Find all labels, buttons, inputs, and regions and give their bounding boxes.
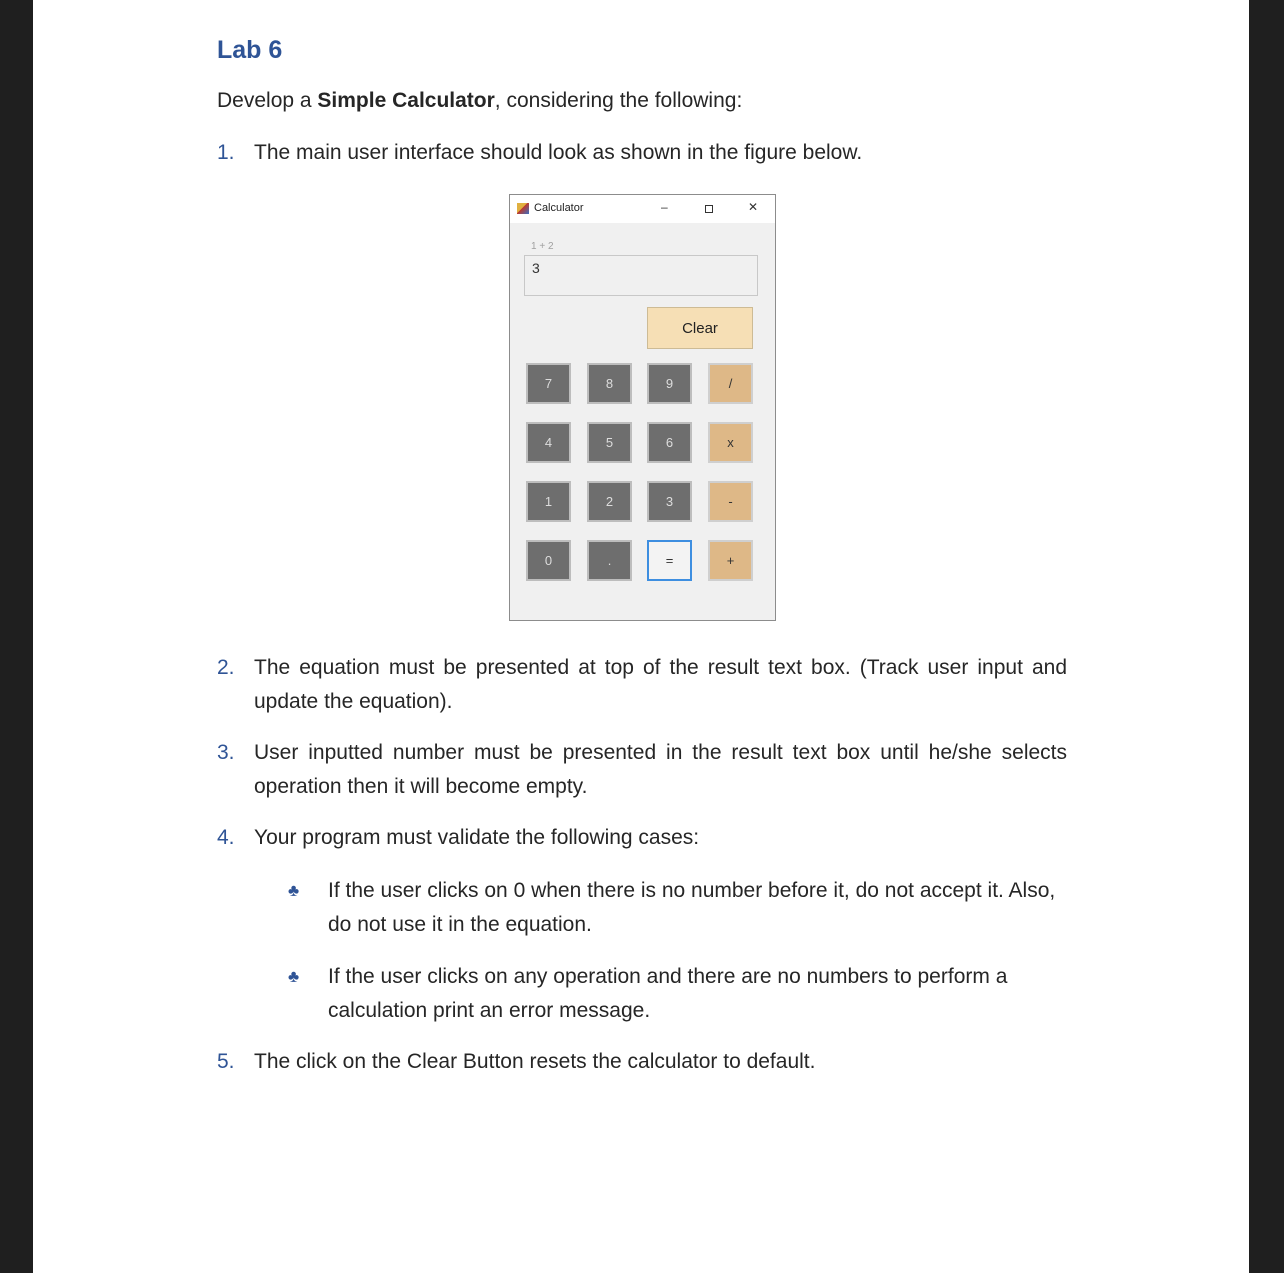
list-number: 2. — [217, 656, 235, 679]
doc-title: Lab 6 — [217, 36, 283, 64]
intro-prefix: Develop a — [217, 89, 318, 112]
subtract-button[interactable]: - — [708, 481, 753, 522]
app-icon — [517, 203, 529, 214]
equals-button[interactable]: = — [647, 540, 692, 581]
digit-9-button[interactable]: 9 — [647, 363, 692, 404]
list-text: User inputted number must be presented in the result text box until he/she selects operation then it will become empty. — [254, 741, 1067, 798]
result-value: 3 — [532, 260, 540, 276]
add-button[interactable]: + — [708, 540, 753, 581]
list-number: 4. — [217, 826, 235, 849]
window-titlebar — [510, 195, 775, 223]
list-number: 1. — [217, 141, 235, 164]
result-textbox[interactable] — [524, 255, 758, 296]
list-text: Your program must validate the following cases: — [254, 826, 700, 849]
bullet-item — [288, 960, 1068, 1028]
list-text: The click on the Clear Button resets the calculator to default. — [254, 1050, 816, 1073]
document-page — [33, 0, 1249, 1273]
close-icon[interactable]: ✕ — [748, 200, 759, 214]
digit-8-button[interactable]: 8 — [587, 363, 632, 404]
multiply-button[interactable]: x — [708, 422, 753, 463]
doc-intro — [217, 89, 742, 113]
list-number: 5. — [217, 1050, 235, 1073]
bullet-text: If the user clicks on 0 when there is no number before it, do not accept it. Also, do not use it in the equation. — [328, 879, 1056, 936]
digit-5-button[interactable]: 5 — [587, 422, 632, 463]
club-bullet-icon: ♣ — [288, 881, 300, 900]
digit-7-button[interactable]: 7 — [526, 363, 571, 404]
list-item — [217, 736, 1067, 804]
minimize-icon[interactable]: – — [661, 200, 668, 214]
intro-suffix: , considering the following: — [494, 89, 743, 112]
window-title: Calculator — [534, 202, 584, 214]
decimal-button[interactable]: . — [587, 540, 632, 581]
list-item — [217, 821, 1067, 855]
digit-3-button[interactable]: 3 — [647, 481, 692, 522]
list-text: The equation must be presented at top of the result text box. (Track user input and update the equation). — [254, 656, 1067, 713]
digit-6-button[interactable]: 6 — [647, 422, 692, 463]
list-text: The main user interface should look as shown in the figure below. — [254, 141, 863, 164]
divide-button[interactable]: / — [708, 363, 753, 404]
list-item — [217, 136, 1067, 170]
equation-label: 1 + 2 — [531, 241, 554, 252]
clear-button[interactable]: Clear — [647, 307, 753, 349]
bullet-item — [288, 874, 1068, 942]
list-number: 3. — [217, 741, 235, 764]
digit-4-button[interactable]: 4 — [526, 422, 571, 463]
digit-2-button[interactable]: 2 — [587, 481, 632, 522]
calculator-window — [509, 194, 776, 621]
intro-bold: Simple Calculator — [317, 89, 495, 112]
maximize-icon[interactable] — [705, 205, 713, 213]
list-item — [217, 1045, 1067, 1079]
club-bullet-icon: ♣ — [288, 967, 300, 986]
bullet-text: If the user clicks on any operation and there are no numbers to perform a calculation print an error message. — [328, 965, 1008, 1022]
digit-0-button[interactable]: 0 — [526, 540, 571, 581]
digit-1-button[interactable]: 1 — [526, 481, 571, 522]
list-item — [217, 651, 1067, 719]
